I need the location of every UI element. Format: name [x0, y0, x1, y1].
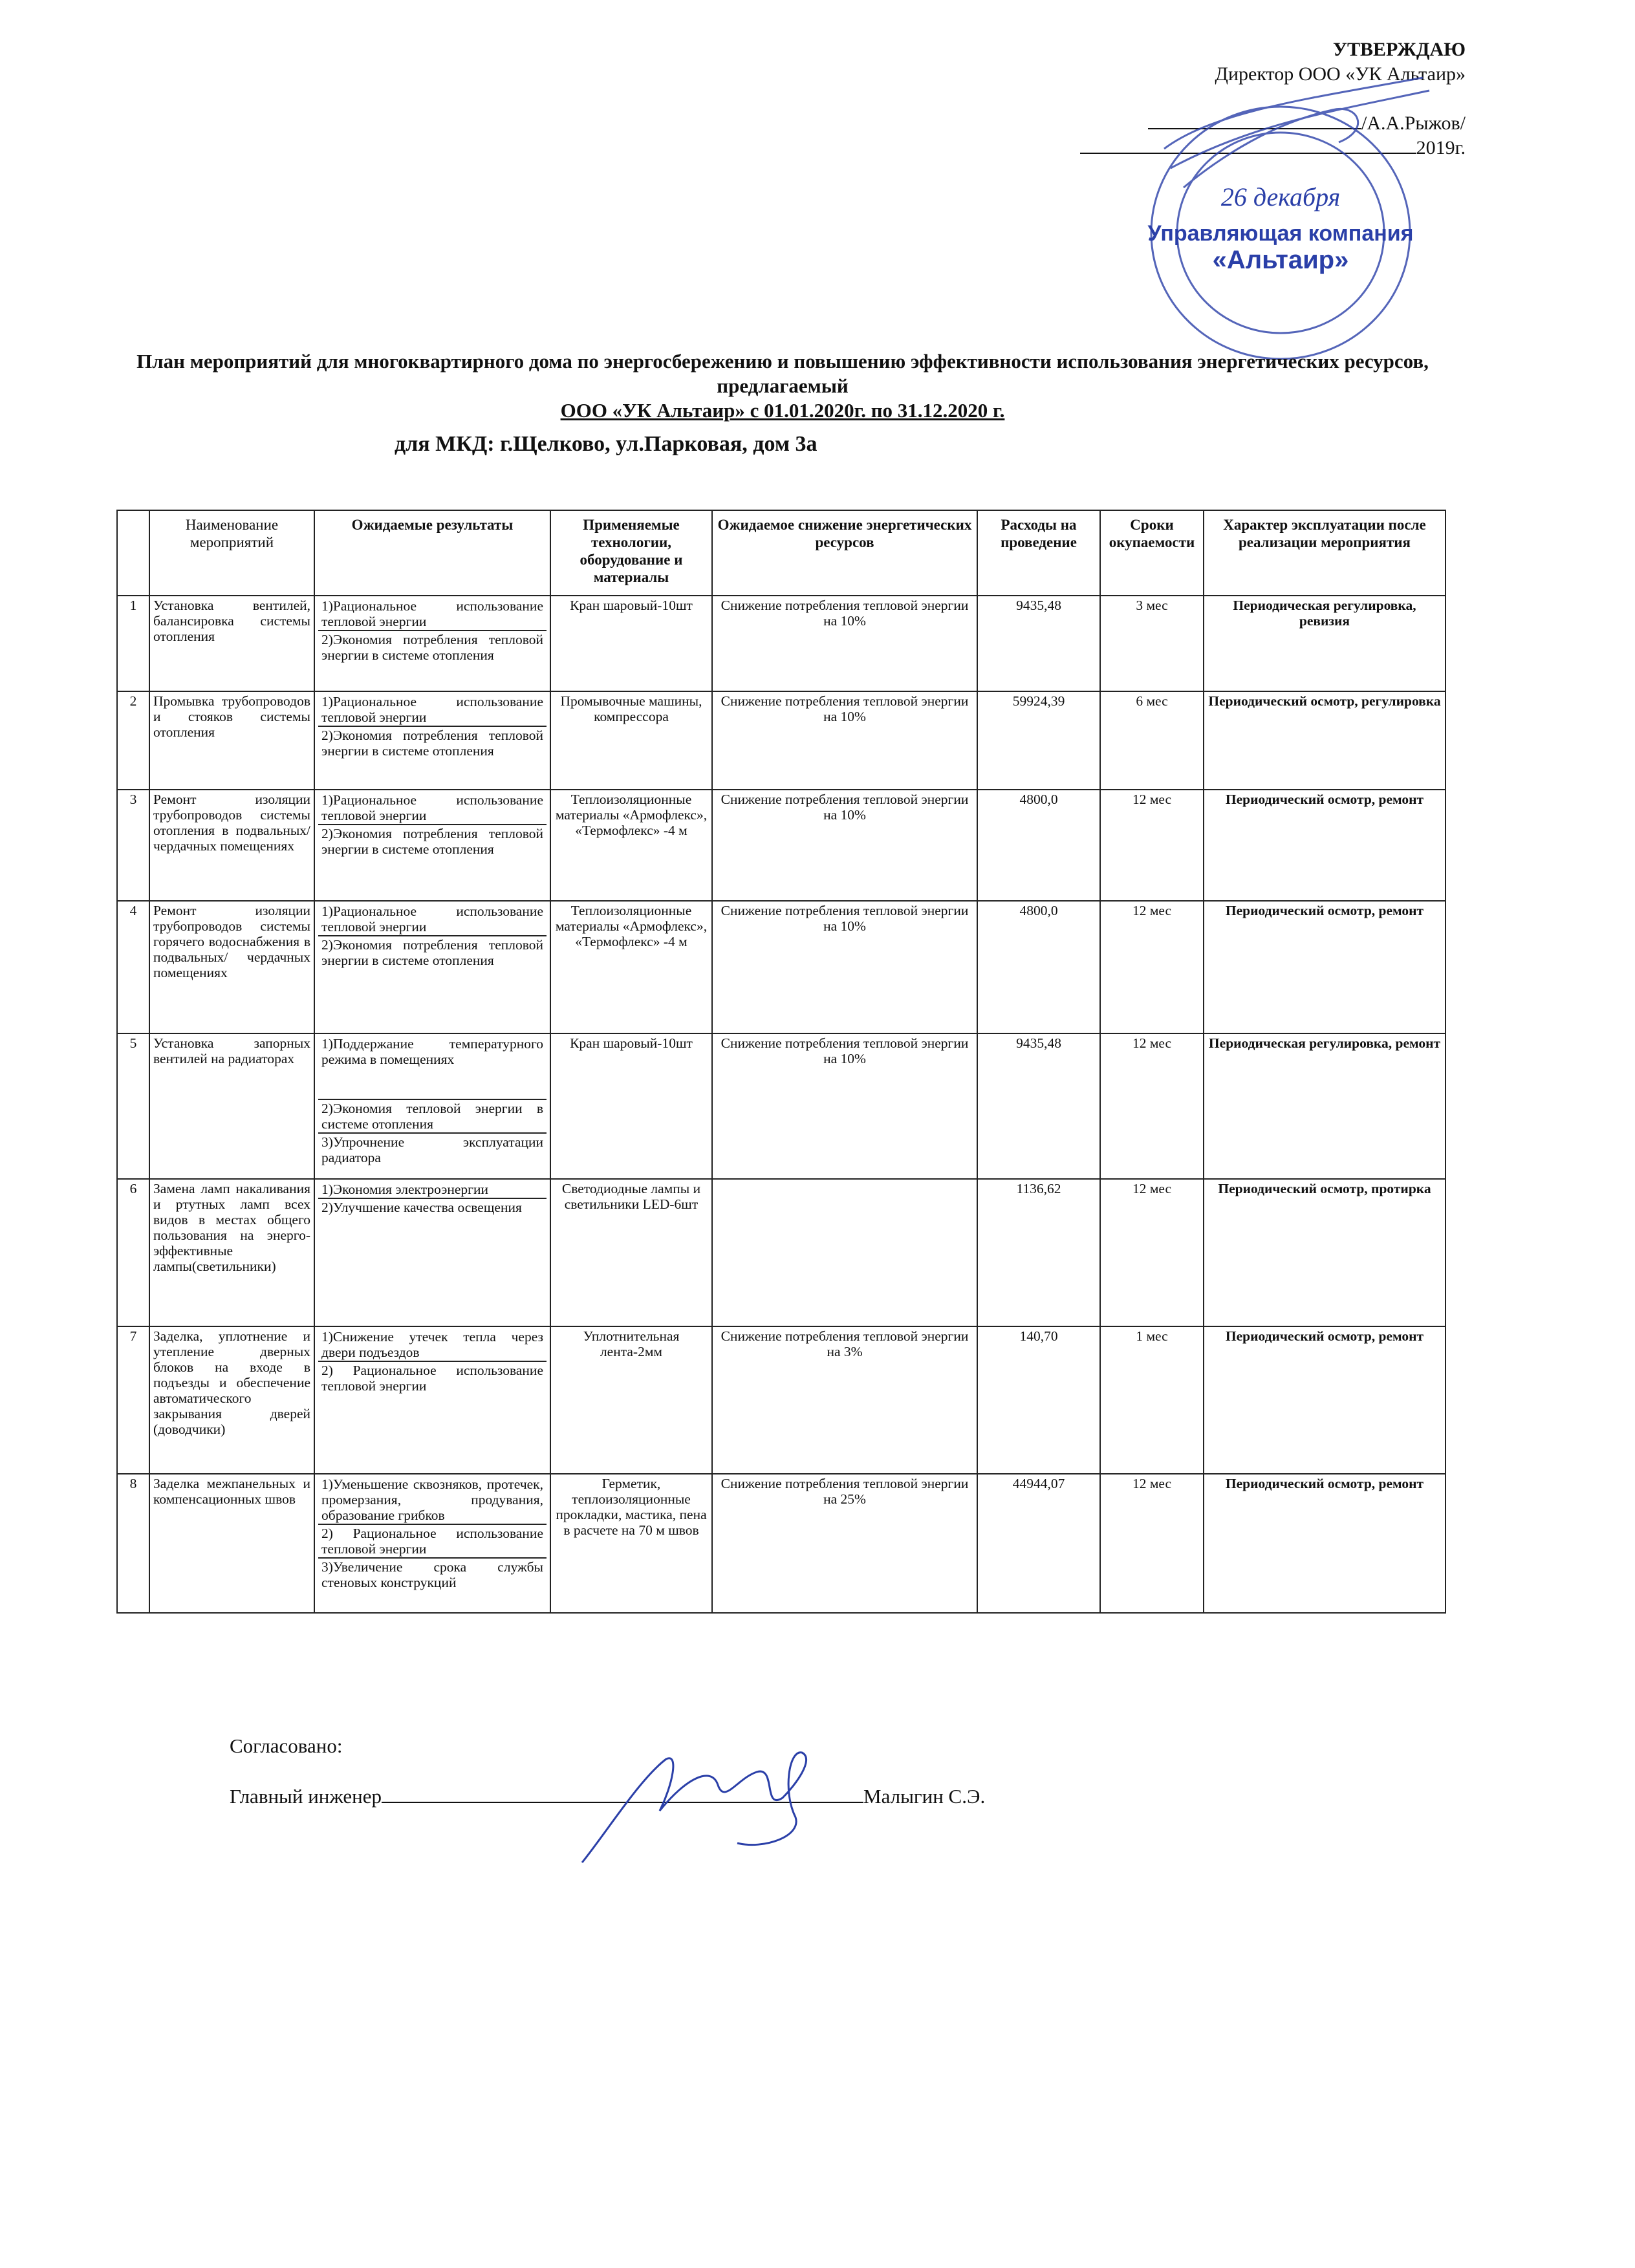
result-item: 2)Экономия потребления тепловой энергии в системе отопления	[321, 728, 543, 759]
row-cost: 140,70	[977, 1326, 1100, 1474]
row-payback: 6 мес	[1100, 691, 1204, 790]
row-num: 1	[117, 596, 149, 691]
table-row	[117, 1179, 1446, 1326]
document-title	[116, 349, 1449, 423]
result-item: 1)Рациональное использование тепловой энергии	[318, 792, 547, 825]
engineer-name: Малыгин С.Э.	[863, 1785, 986, 1808]
row-name: Заделка, уплотнение и утепление дверных блоков на входе в подъезды и обеспечение автоматического закрывания дверей (доводчики)	[149, 1326, 314, 1474]
result-item: 2)Экономия потребления тепловой энергии в системе отопления	[321, 826, 543, 857]
measures-table	[116, 510, 1446, 1614]
row-name: Промывка трубопроводов и стояков системы отопления	[149, 691, 314, 790]
row-results	[314, 1179, 550, 1326]
row-results	[314, 596, 550, 691]
row-tech: Уплотнительная лента-2мм	[550, 1326, 712, 1474]
approval-heading: УТВЕРЖДАЮ	[1332, 39, 1466, 60]
result-item: 1)Уменьшение сквозняков, протечек, промерзания, продувания, образование грибков	[318, 1476, 547, 1525]
row-operation: Периодический осмотр, регулировка	[1204, 691, 1446, 790]
header-name: Наименование мероприятий	[149, 510, 314, 596]
row-reduction	[712, 1179, 977, 1326]
header-cost: Расходы на проведение	[977, 510, 1100, 596]
row-num: 3	[117, 790, 149, 901]
mkd-address: для МКД: г.Щелково, ул.Парковая, дом 3а	[395, 432, 817, 456]
table-row	[117, 1474, 1446, 1613]
table-header-row	[117, 510, 1446, 596]
approval-position: Директор ООО «УК Альтаир»	[1215, 63, 1466, 85]
row-tech: Теплоизоляционные материалы «Армофлекс», «Термофлекс» -4 м	[550, 901, 712, 1033]
row-num: 4	[117, 901, 149, 1033]
row-name: Замена ламп накаливания и ртутных ламп всех видов в местах общего пользования на энерго-эффективные лампы(светильники)	[149, 1179, 314, 1326]
row-reduction: Снижение потребления тепловой энергии на 3%	[712, 1326, 977, 1474]
row-cost: 59924,39	[977, 691, 1100, 790]
row-tech: Теплоизоляционные материалы «Армофлекс», «Термофлекс» -4 м	[550, 790, 712, 901]
row-results	[314, 1326, 550, 1474]
row-operation: Периодический осмотр, ремонт	[1204, 901, 1446, 1033]
row-payback: 12 мес	[1100, 1474, 1204, 1613]
table-row	[117, 691, 1446, 790]
table-row	[117, 596, 1446, 691]
row-tech: Кран шаровый-10шт	[550, 596, 712, 691]
row-name: Ремонт изоляции трубопроводов системы отопления в подвальных/ чердачных помещениях	[149, 790, 314, 901]
row-operation: Периодический осмотр, ремонт	[1204, 1474, 1446, 1613]
row-reduction: Снижение потребления тепловой энергии на 10%	[712, 596, 977, 691]
row-payback: 3 мес	[1100, 596, 1204, 691]
result-item: 2) Рациональное использование тепловой энергии	[321, 1363, 543, 1394]
row-payback: 12 мес	[1100, 1033, 1204, 1179]
table-row	[117, 1033, 1446, 1179]
row-name: Установка вентилей, балансировка системы отопления	[149, 596, 314, 691]
row-operation: Периодическая регулировка, ревизия	[1204, 596, 1446, 691]
header-tech: Применяемые технологии, оборудование и материалы	[550, 510, 712, 596]
row-results	[314, 1474, 550, 1613]
engineer-position: Главный инженер	[230, 1785, 382, 1808]
row-results	[314, 901, 550, 1033]
row-payback: 1 мес	[1100, 1326, 1204, 1474]
row-num: 7	[117, 1326, 149, 1474]
row-operation: Периодическая регулировка, ремонт	[1204, 1033, 1446, 1179]
header-num	[117, 510, 149, 596]
row-reduction: Снижение потребления тепловой энергии на 10%	[712, 1033, 977, 1179]
row-tech: Промывочные машины, компрессора	[550, 691, 712, 790]
row-num: 5	[117, 1033, 149, 1179]
row-cost: 9435,48	[977, 596, 1100, 691]
row-results	[314, 691, 550, 790]
result-item: 2)Экономия тепловой энергии в системе отопления	[318, 1100, 547, 1134]
row-results	[314, 790, 550, 901]
header-operation: Характер эксплуатации после реализации мероприятия	[1204, 510, 1446, 596]
result-item: 1)Снижение утечек тепла через двери подъездов	[318, 1328, 547, 1362]
row-tech: Кран шаровый-10шт	[550, 1033, 712, 1179]
result-item: 2)Улучшение качества освещения	[321, 1200, 522, 1215]
table-row	[117, 901, 1446, 1033]
result-item: 3)Упрочнение эксплуатации радиатора	[321, 1134, 543, 1165]
company-stamp	[1125, 71, 1436, 375]
row-cost: 9435,48	[977, 1033, 1100, 1179]
row-results	[314, 1033, 550, 1179]
row-payback: 12 мес	[1100, 790, 1204, 901]
table-row	[117, 790, 1446, 901]
row-num: 2	[117, 691, 149, 790]
result-item: 2)Экономия потребления тепловой энергии в системе отопления	[321, 937, 543, 968]
row-operation: Периодический осмотр, ремонт	[1204, 790, 1446, 901]
result-item: 1)Рациональное использование тепловой энергии	[318, 903, 547, 936]
row-reduction: Снижение потребления тепловой энергии на 10%	[712, 901, 977, 1033]
title-line-1: План мероприятий для многоквартирного дома по энергосбережению и повышению эффективности использования энергетических ресурсов, предлагаемый	[136, 350, 1429, 397]
result-item: 1)Рациональное использование тепловой энергии	[318, 693, 547, 727]
row-name: Заделка межпанельных и компенсационных швов	[149, 1474, 314, 1613]
stamp-line-2: «Альтаир»	[1212, 246, 1349, 274]
row-cost: 4800,0	[977, 901, 1100, 1033]
row-num: 6	[117, 1179, 149, 1326]
engineer-signature	[569, 1740, 841, 1875]
row-tech: Герметик, теплоизоляционные прокладки, мастика, пена в расчете на 70 м швов	[550, 1474, 712, 1613]
result-item: 1)Поддержание температурного режима в помещениях	[318, 1035, 547, 1100]
result-item: 3)Увеличение срока службы стеновых конструкций	[321, 1559, 543, 1590]
row-num: 8	[117, 1474, 149, 1613]
stamp-line-1: Управляющая компания	[1147, 221, 1414, 246]
header-payback: Сроки окупаемости	[1100, 510, 1204, 596]
result-item: 2) Рациональное использование тепловой энергии	[318, 1525, 547, 1559]
result-item: 1)Экономия электроэнергии	[318, 1181, 547, 1199]
header-results: Ожидаемые результаты	[314, 510, 550, 596]
row-payback: 12 мес	[1100, 1179, 1204, 1326]
row-cost: 1136,62	[977, 1179, 1100, 1326]
row-name: Установка запорных вентилей на радиаторах	[149, 1033, 314, 1179]
row-name: Ремонт изоляции трубопроводов системы горячего водоснабжения в подвальных/ чердачных помещениях	[149, 901, 314, 1033]
header-reduction: Ожидаемое снижение энергетических ресурсов	[712, 510, 977, 596]
row-reduction: Снижение потребления тепловой энергии на 10%	[712, 691, 977, 790]
stamp-date: 26 декабря	[1220, 182, 1341, 211]
result-item: 1)Рациональное использование тепловой энергии	[318, 598, 547, 631]
agreed-label: Согласовано:	[230, 1734, 343, 1757]
title-line-2: ООО «УК Альтаир» с 01.01.2020г. по 31.12.2020 г.	[560, 399, 1005, 422]
row-cost: 4800,0	[977, 790, 1100, 901]
row-operation: Периодический осмотр, протирка	[1204, 1179, 1446, 1326]
row-operation: Периодический осмотр, ремонт	[1204, 1326, 1446, 1474]
row-cost: 44944,07	[977, 1474, 1100, 1613]
row-reduction: Снижение потребления тепловой энергии на 10%	[712, 790, 977, 901]
row-payback: 12 мес	[1100, 901, 1204, 1033]
table-row	[117, 1326, 1446, 1474]
row-reduction: Снижение потребления тепловой энергии на 25%	[712, 1474, 977, 1613]
result-item: 2)Экономия потребления тепловой энергии в системе отопления	[321, 632, 543, 663]
approval-date: 2019г.	[1416, 137, 1466, 158]
approval-signer: /А.А.Рыжов/	[1361, 113, 1466, 134]
row-tech: Светодиодные лампы и светильники LED-6шт	[550, 1179, 712, 1326]
